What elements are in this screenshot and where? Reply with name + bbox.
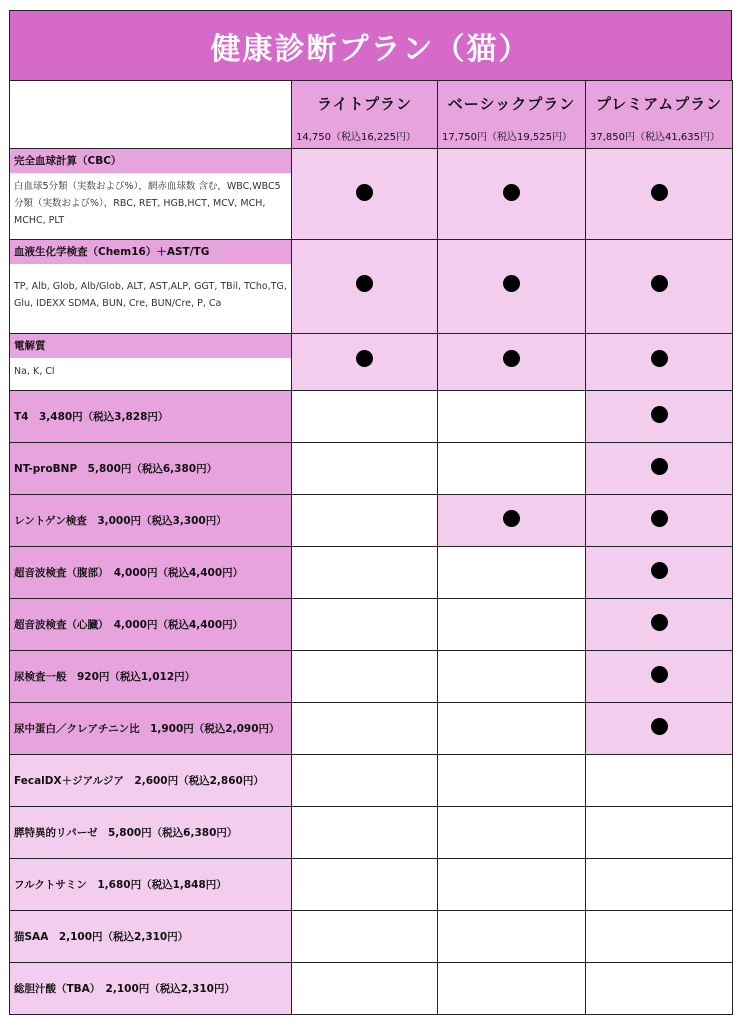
included-dot-icon xyxy=(503,510,520,527)
plan-cell xyxy=(586,391,733,443)
plan-cell xyxy=(292,495,438,547)
item-row xyxy=(10,755,733,807)
plan-header-light xyxy=(292,81,438,149)
page-title: 健康診断プラン（猫） xyxy=(9,10,732,80)
item-row xyxy=(10,807,733,859)
group-row-cbc xyxy=(10,149,733,240)
item-label: 超音波検査（腹部） 4,000円（税込4,400円） xyxy=(10,547,292,599)
item-row xyxy=(10,963,733,1015)
group-title: 電解質 xyxy=(10,334,291,358)
plan-cell xyxy=(586,911,733,963)
plan-cell xyxy=(292,911,438,963)
group-cell xyxy=(10,149,292,240)
plan-cell xyxy=(586,149,733,240)
included-dot-icon xyxy=(356,275,373,292)
plan-cell xyxy=(586,703,733,755)
item-row xyxy=(10,599,733,651)
plan-price: 37,850円（税込41,635円） xyxy=(590,132,720,143)
plan-cell xyxy=(292,755,438,807)
plan-cell xyxy=(586,443,733,495)
plan-header-basic xyxy=(438,81,586,149)
plan-cell xyxy=(438,703,586,755)
plan-cell xyxy=(438,859,586,911)
group-title: 完全血球計算（CBC） xyxy=(10,149,291,173)
plan-cell xyxy=(586,807,733,859)
plan-cell xyxy=(292,334,438,391)
plan-cell xyxy=(292,240,438,334)
item-label: 総胆汁酸（TBA） 2,100円（税込2,310円） xyxy=(10,963,292,1015)
included-dot-icon xyxy=(356,350,373,367)
included-dot-icon xyxy=(503,275,520,292)
included-dot-icon xyxy=(651,458,668,475)
item-row xyxy=(10,911,733,963)
included-dot-icon xyxy=(651,406,668,423)
group-title: 血液生化学検査（Chem16）＋AST/TG xyxy=(10,240,291,264)
plan-cell xyxy=(438,443,586,495)
item-label: 尿中蛋白／クレアチニン比 1,900円（税込2,090円） xyxy=(10,703,292,755)
group-row-electrolyte xyxy=(10,334,733,391)
plan-comparison-table xyxy=(9,80,733,1015)
included-dot-icon xyxy=(356,184,373,201)
included-dot-icon xyxy=(651,614,668,631)
group-detail: TP, Alb, Glob, Alb/Glob, ALT, AST,ALP, GGT, TBil, TCho,TG, Glu, IDEXX SDMA, BUN, Cre, BUN/Cre, P, Ca xyxy=(10,264,291,316)
item-label: 超音波検査（心臓） 4,000円（税込4,400円） xyxy=(10,599,292,651)
item-row xyxy=(10,391,733,443)
plan-cell xyxy=(292,807,438,859)
included-dot-icon xyxy=(651,666,668,683)
included-dot-icon xyxy=(651,562,668,579)
plan-cell xyxy=(292,391,438,443)
plan-name: ベーシックプラン xyxy=(447,95,576,113)
plan-cell xyxy=(292,547,438,599)
included-dot-icon xyxy=(651,184,668,201)
plan-header-row xyxy=(10,81,733,149)
plan-cell xyxy=(586,859,733,911)
group-row-chem xyxy=(10,240,733,334)
plan-cell xyxy=(438,547,586,599)
item-label: 猫SAA 2,100円（税込2,310円） xyxy=(10,911,292,963)
plan-cell xyxy=(438,391,586,443)
included-dot-icon xyxy=(503,184,520,201)
plan-cell xyxy=(438,651,586,703)
included-dot-icon xyxy=(651,350,668,367)
plan-cell xyxy=(438,911,586,963)
item-row xyxy=(10,651,733,703)
plan-cell xyxy=(586,240,733,334)
group-detail: 白血球5分類（実数および%），網赤血球数 含む，WBC,WBC5分類（実数および%），RBC, RET, HGB,HCT, MCV, MCH, MCHC, PLT xyxy=(10,173,291,233)
item-row xyxy=(10,859,733,911)
item-row xyxy=(10,547,733,599)
plan-cell xyxy=(438,240,586,334)
group-cell xyxy=(10,240,292,334)
item-label: 膵特異的リパーゼ 5,800円（税込6,380円） xyxy=(10,807,292,859)
included-dot-icon xyxy=(503,350,520,367)
group-cell xyxy=(10,334,292,391)
item-label: FecalDX＋ジアルジア 2,600円（税込2,860円） xyxy=(10,755,292,807)
plan-cell xyxy=(438,149,586,240)
plan-price: 14,750（税込16,225円） xyxy=(296,132,416,143)
plan-sheet xyxy=(9,10,732,1015)
plan-cell xyxy=(586,651,733,703)
item-label: NT-proBNP 5,800円（税込6,380円） xyxy=(10,443,292,495)
plan-header-premium xyxy=(586,81,733,149)
plan-cell xyxy=(292,651,438,703)
item-label: レントゲン検査 3,000円（税込3,300円） xyxy=(10,495,292,547)
plan-cell xyxy=(292,599,438,651)
plan-cell xyxy=(586,547,733,599)
item-label: フルクトサミン 1,680円（税込1,848円） xyxy=(10,859,292,911)
plan-name: ライトプラン xyxy=(316,95,413,113)
plan-cell xyxy=(586,334,733,391)
plan-cell xyxy=(586,755,733,807)
plan-cell xyxy=(438,599,586,651)
item-row xyxy=(10,443,733,495)
plan-cell xyxy=(438,963,586,1015)
plan-cell xyxy=(586,963,733,1015)
plan-name: プレミアムプラン xyxy=(595,95,723,113)
plan-cell xyxy=(292,443,438,495)
plan-cell xyxy=(438,807,586,859)
included-dot-icon xyxy=(651,718,668,735)
plan-cell xyxy=(438,495,586,547)
plan-cell xyxy=(292,859,438,911)
plan-cell xyxy=(292,149,438,240)
header-blank-cell xyxy=(10,81,292,149)
group-detail: Na, K, Cl xyxy=(10,358,291,384)
plan-price: 17,750円（税込19,525円） xyxy=(442,132,572,143)
item-label: T4 3,480円（税込3,828円） xyxy=(10,391,292,443)
plan-cell xyxy=(586,599,733,651)
plan-cell xyxy=(292,703,438,755)
plan-cell xyxy=(586,495,733,547)
item-label: 尿検査一般 920円（税込1,012円） xyxy=(10,651,292,703)
plan-cell xyxy=(438,755,586,807)
plan-cell xyxy=(438,334,586,391)
item-row xyxy=(10,495,733,547)
included-dot-icon xyxy=(651,510,668,527)
included-dot-icon xyxy=(651,275,668,292)
plan-cell xyxy=(292,963,438,1015)
item-row xyxy=(10,703,733,755)
